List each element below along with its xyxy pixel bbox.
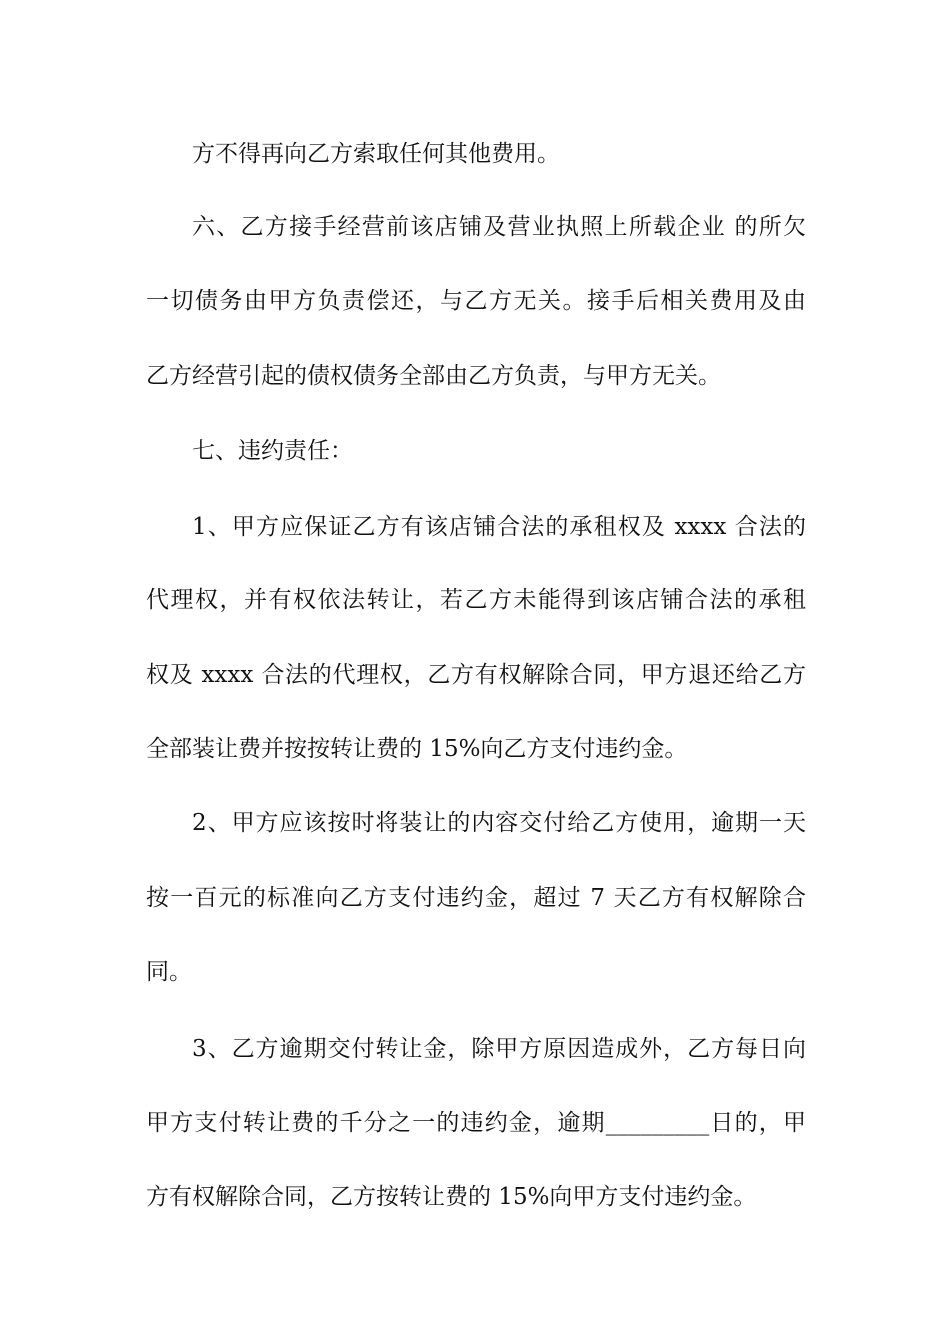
text-line-11: 按一百元的标准向乙方支付违约金，超过 7 天乙方有权解除合 [146, 885, 806, 911]
text-line-3: 一切债务由甲方负责偿还，与乙方无关。接手后相关费用及由 [146, 288, 806, 314]
text-line-7: 代理权，并有权依法转让，若乙方未能得到该店铺合法的承租 [146, 587, 806, 613]
text-line-9: 全部装让费并按按转让费的 15%向乙方支付违约金。 [146, 736, 688, 762]
text-line-1: 方不得再向乙方索取任何其他费用。 [192, 141, 560, 167]
text-line-13: 3、乙方逾期交付转让金，除甲方原因造成外，乙方每日向 [192, 1036, 806, 1062]
text-line-12: 同。 [146, 959, 192, 985]
text-line-8: 权及 xxxx 合法的代理权，乙方有权解除合同，甲方退还给乙方 [146, 662, 806, 688]
text-line-4: 乙方经营引起的债权债务全部由乙方负责，与甲方无关。 [146, 363, 721, 389]
section-heading-breach: 七、违约责任： [192, 438, 353, 464]
text-line-10: 2、甲方应该按时将装让的内容交付给乙方使用，逾期一天 [192, 810, 806, 836]
text-line-15: 方有权解除合同，乙方按转让费的 15%向甲方支付违约金。 [146, 1184, 757, 1210]
text-line-2: 六、乙方接手经营前该店铺及营业执照上所载企业 的所欠 [192, 214, 806, 240]
text-line-14: 甲方支付转让费的千分之一的违约金，逾期_________日的，甲 [146, 1110, 806, 1136]
text-line-6: 1、甲方应保证乙方有该店铺合法的承租权及 xxxx 合法的 [192, 514, 806, 540]
